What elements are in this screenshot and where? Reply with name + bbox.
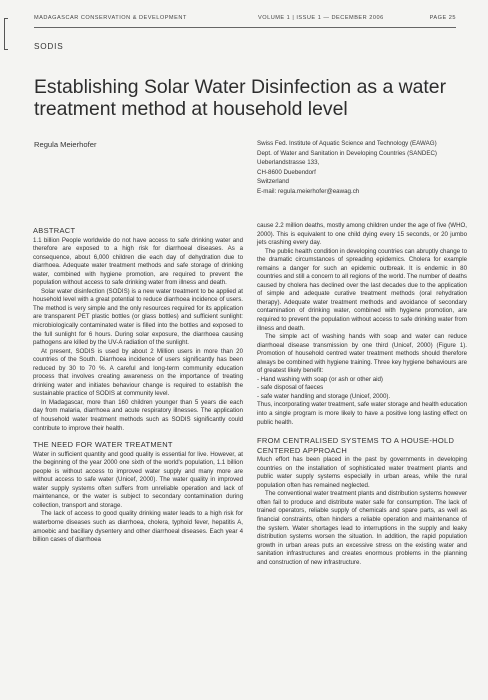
abstract-paragraph: In Madagascar, more than 160 children younger than 5 years die each day from malaria, diarrhoea and acute respiratory illnesses. The application of household water treatment methods such as SODIS significantly could contribute to improve their health. (33, 398, 243, 432)
abstract-paragraph: At present, SODIS is used by about 2 Million users in more than 20 countries of the South. Diarrhoea incidence of users significantly has been reduced by 30 to 70 %. A careful and long-term community education process that involves creating awareness on the importance of treating drinking water and initiates behaviour change is required to establish the sustainable practice of SODIS at community level. (33, 347, 243, 398)
affiliation-line: Switzerland (257, 178, 289, 186)
issue-info: VOLUME 1 | ISSUE 1 — DECEMBER 2006 (258, 15, 384, 21)
section-label: SODIS (34, 42, 64, 51)
body-paragraph: Water in sufficient quantity and good quality is essential for live. However, at the beginning of the year 2000 one sixth of the world's population, 1.1 billion people is without access to improved water supply and many more are without access to safe water (Unicef, 2000). The water quality in improved water supply systems often suffers from unreliable operation and lack of maintenance, or the water is subject to secondary contamination during collection, transport and storage. (33, 450, 243, 509)
abstract-heading: ABSTRACT (33, 226, 76, 235)
body-paragraph: The lack of access to good quality drinking water leads to a high risk for waterborne diseases such as diarrhoea, cholera, typhoid fever, hepatitis A, amoebic and bacillary dysentery and other diarrhoeal diseases. Each year 4 billion cases of diarrhoea (33, 510, 243, 544)
affiliation-line: Dept. of Water and Sanitation in Developing Countries (SANDEC) (257, 149, 437, 157)
header-rule (34, 27, 456, 28)
list-item: - safe water handling and storage (Unicef, 2000). (257, 392, 391, 400)
list-item: - safe disposal of faeces (257, 384, 324, 392)
centralised-heading: FROM CENTRALISED SYSTEMS TO A HOUSE-HOLD CENTERED APPROACH (257, 436, 455, 455)
left-column (33, 226, 243, 545)
body-paragraph: Much effort has been placed in the past by governments in developing countries on the installation of sophisticated water treatment plants and public water supply systems especially in urban areas, while the rural population often has remained neglected. (257, 456, 467, 489)
body-paragraph: cause 2.2 million deaths, mostly among children under the age of five (WHO, 2000). This is equivalent to one child dying every 15 seconds, or 20 jumbo jets crashing every day. (257, 222, 467, 247)
body-paragraph: The conventional water treatment plants and distribution systems however often fail to produce and distribute water safe for consumption. The lack of trained operators, reliable supply of chemicals and spare parts, as well as financial constraints, often hinders a reliable operation and maintenance of the system. Water shortages lead to interruptions in the supply and leaky distribution systems worsen the situation. In addition, the rapid population growth in urban areas puts an excessive stress on the existing water and sanitation infrastructures and creates enormous problems in the planning and construction of new infrastructure. (257, 490, 467, 566)
author-affiliation (257, 139, 467, 197)
affiliation-line: CH-8600 Duebendorf (257, 168, 316, 176)
article-title: Establishing Solar Water Disinfection as a water treatment method at household level (34, 76, 447, 120)
body-paragraph: Thus, incorporating water treatment, safe water storage and health education into a single program is more likely to have a positive long lasting effect on public health. (257, 401, 467, 426)
affiliation-line: Ueberlandstrasse 133, (257, 159, 320, 167)
running-head (34, 15, 456, 25)
page-number: PAGE 25 (429, 15, 456, 21)
affiliation-line: Swiss Fed. Institute of Aquatic Science and Technology (EAWAG) (257, 140, 437, 147)
abstract-paragraph: Solar water disinfection (SODIS) is a new water treatment to be applied at household level with a great potential to reduce diarrhoea incidence of users. The method is very simple and the only resources required for its application are transparent PET plastic bottles (or glass bottles) and sufficient sunlight: microbiologically contaminated water is filled into the bottles and exposed to the full sunlight for 6 hours. During solar exposure, the diarrhoea causing pathogens are killed by the UV-A radiation of the sunlight. (33, 287, 243, 347)
hygiene-list (257, 376, 467, 402)
affiliation-email: E-mail: regula.meierhofer@eawag.ch (257, 187, 360, 195)
author-name: Regula Meierhofer (34, 140, 97, 149)
right-column (257, 222, 467, 567)
need-heading: THE NEED FOR WATER TREATMENT (33, 440, 173, 450)
body-paragraph: The simple act of washing hands with soap and water can reduce diarrhoeal disease transmission by one third (Unicef, 2000) (Figure 1). Promotion of household centred water treatment methods should therefore always be combined with hygiene training. Three key hygiene behaviours are of greatest likely benefit: (257, 333, 467, 375)
journal-name: MADAGASCAR CONSERVATION & DEVELOPMENT (34, 15, 187, 21)
abstract-paragraph: 1.1 billion People worldwide do not have access to safe drinking water and therefore are exposed to a high risk for diarrhoeal diseases. As a consequence, about 6,000 children die each day of dehydration due to diarrhoea. Adequate water treatment methods and safe storage of drinking water, combined with hygiene promotion, are required to prevent the population without access to safe drinking water from illness and death. (33, 236, 243, 287)
list-item: - Hand washing with soap (or ash or other aid) (257, 375, 383, 383)
binding-mark (4, 18, 8, 50)
body-paragraph: The public health condition in developing countries can abruptly change to the dramatic circumstances of spreading epidemics. Cholera for example remains a danger for such an epidemic outbreak. It is endemic in 80 countries and still a concern to all regions of the world. The number of deaths caused by cholera has declined over the last decades due to the application of simple and adequate curative treatment methods (oral rehydration therapy). Adequate water treatment methods and avoidance of secondary contamination of drinking water, combined with hygiene promotion, are required to prevent the population without access to safe drinking water from illness and death. (257, 247, 467, 332)
